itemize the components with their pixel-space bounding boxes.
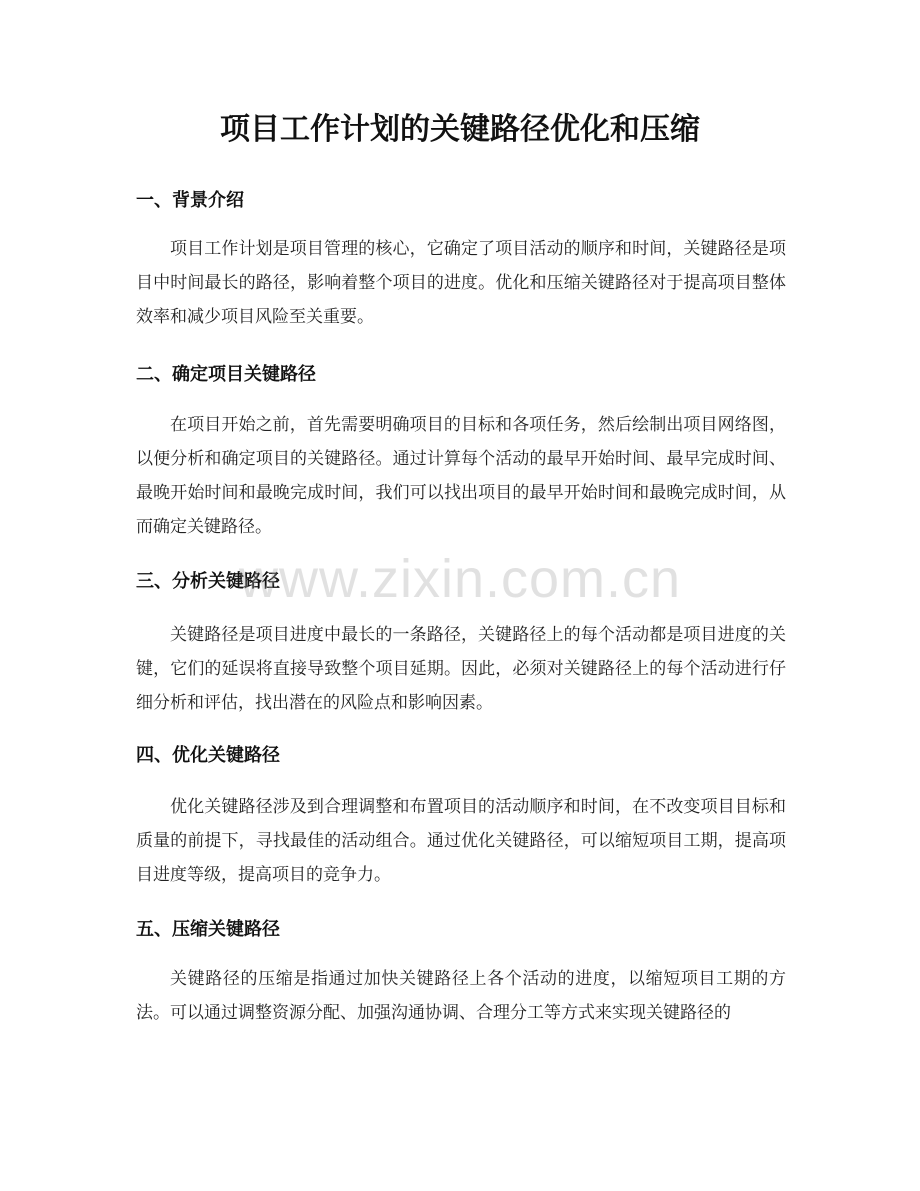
section-heading-analyze-path: 三、分析关键路径 [136, 571, 280, 592]
section-heading-compress-path: 五、压缩关键路径 [136, 919, 280, 940]
section-heading-optimize-path: 四、优化关键路径 [136, 745, 280, 766]
section-heading-determine-path: 二、确定项目关键路径 [136, 364, 316, 385]
watermark: www.zixin.com.cn [238, 549, 682, 609]
document-title: 项目工作计划的关键路径优化和压缩 [220, 112, 700, 147]
section-body-optimize-path: 优化关键路径涉及到合理调整和布置项目的活动顺序和时间，在不改变项目目标和质量的前提下，寻找最佳的活动组合。通过优化关键路径，可以缩短项目工期，提高项目进度等级，提高项目的竞争力。 [136, 797, 786, 885]
section-body-analyze-path: 关键路径是项目进度中最长的一条路径，关键路径上的每个活动都是项目进度的关键，它们的延误将直接导致整个项目延期。因此，必须对关键路径上的每个活动进行仔细分析和评估，找出潜在的风险点和影响因素。 [136, 625, 786, 713]
section-heading-background: 一、背景介绍 [136, 190, 244, 211]
section-body-compress-path: 关键路径的压缩是指通过加快关键路径上各个活动的进度，以缩短项目工期的方法。可以通过调整资源分配、加强沟通协调、合理分工等方式来实现关键路径的 [136, 969, 786, 1023]
section-body-determine-path: 在项目开始之前，首先需要明确项目的目标和各项任务，然后绘制出项目网络图，以便分析和确定项目的关键路径。通过计算每个活动的最早开始时间、最早完成时间、最晚开始时间和最晚完成时间，我们可以找出项目的最早开始时间和最晚完成时间，从而确定关键路径。 [136, 415, 786, 537]
section-body-background: 项目工作计划是项目管理的核心，它确定了项目活动的顺序和时间，关键路径是项目中时间最长的路径，影响着整个项目的进度。优化和压缩关键路径对于提高项目整体效率和减少项目风险至关重要。 [136, 239, 786, 327]
